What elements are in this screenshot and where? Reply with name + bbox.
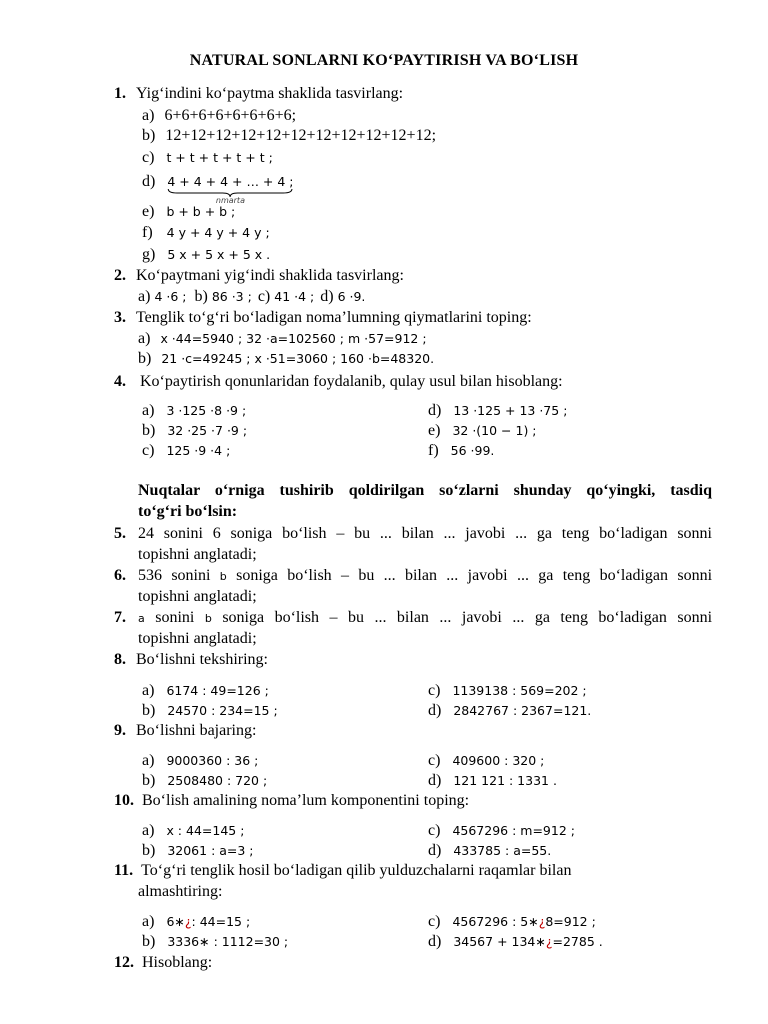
item-label: d)	[428, 842, 442, 859]
item-label: a)	[142, 822, 155, 839]
q1-item-b	[142, 126, 436, 146]
item-expression	[453, 934, 602, 949]
item-label: b)	[138, 350, 152, 367]
item-label: c)	[428, 822, 441, 839]
q6-variable: b	[219, 570, 227, 583]
q10-number: 10.	[114, 792, 134, 809]
q8-item-c	[428, 681, 587, 701]
q7-variable: b	[204, 612, 212, 625]
item-expression	[166, 914, 250, 929]
item-label: a)	[142, 913, 155, 930]
item-label: e)	[142, 203, 155, 220]
item-expression: 5 x + 5 x + 5 x .	[167, 247, 271, 262]
q10-item-a	[142, 821, 244, 841]
item-label: a)	[142, 752, 155, 769]
item-label: a)	[142, 402, 155, 419]
item-expression: 21 ·c=49245 ; x ·51=3060 ; 160 ·b=48320.	[161, 351, 435, 366]
expr-part: 34567 + 134∗	[453, 934, 546, 949]
q3-heading	[114, 308, 532, 328]
expr-part: 6∗	[166, 914, 185, 929]
q1-item-c	[142, 148, 273, 168]
item-expression: 24570 : 234=15 ;	[167, 703, 278, 718]
item-expression: 9000360 : 36 ;	[166, 753, 259, 768]
q9-item-b	[142, 771, 267, 791]
item-label: f)	[142, 224, 153, 241]
item-label: d)	[428, 702, 442, 719]
item-expression: 32 ·(10 − 1) ;	[452, 423, 537, 438]
q4-item-e	[428, 421, 537, 441]
q8-heading	[114, 650, 268, 670]
item-label: g)	[142, 246, 156, 263]
item-label: b)	[142, 842, 156, 859]
item-expression: 433785 : a=55.	[453, 843, 552, 858]
q7-variable: a	[138, 612, 145, 625]
item-label: f)	[428, 442, 439, 459]
item-expression: 4 + 4 + 4 + … + 4 ;	[167, 174, 294, 189]
underbrace-label: nmarta	[215, 196, 245, 205]
q11-item-d	[428, 932, 603, 952]
q9-text: Bo‘lishni bajaring:	[136, 722, 257, 739]
fill-in-instruction-line2: to‘g‘ri bo‘lsin:	[138, 503, 238, 520]
item-expression: 56 ·99.	[450, 443, 495, 458]
item-expression: 4567296 : m=912 ;	[452, 823, 575, 838]
q8-item-a	[142, 681, 269, 701]
underbrace-group	[167, 172, 294, 205]
q5-line2: topishni anglatadi;	[138, 546, 257, 563]
item-label: b)	[194, 288, 208, 305]
red-mark: ¿	[545, 934, 553, 949]
q11-text: To‘g‘ri tenglik hosil bo‘ladigan qilib yulduzchalarni raqamlar bilan	[141, 862, 572, 879]
q1-item-d	[142, 172, 294, 205]
item-label: a)	[138, 330, 151, 347]
item-expression: x ·44=5940 ; 32 ·a=102560 ; m ·57=912 ;	[160, 331, 427, 346]
q2-text: Ko‘paytmani yig‘indi shaklida tasvirlang:	[136, 267, 404, 284]
q1-item-f	[142, 223, 270, 243]
item-expression: 2508480 : 720 ;	[167, 773, 268, 788]
item-expression: 2842767 : 2367=121.	[453, 703, 592, 718]
item-expression: 3336∗ : 1112=30 ;	[167, 934, 289, 949]
q2-number: 2.	[114, 267, 126, 284]
q10-text: Bo‘lish amalining noma’lum komponentini toping:	[142, 792, 470, 809]
q3-number: 3.	[114, 309, 126, 326]
item-label: d)	[142, 173, 156, 190]
item-expression: 4 ·6 ;	[154, 289, 187, 304]
item-expression: 32061 : a=3 ;	[167, 843, 254, 858]
q11-item-a	[142, 912, 250, 932]
item-expression	[452, 914, 595, 929]
q12-number: 12.	[114, 954, 134, 971]
q4-item-b	[142, 421, 247, 441]
q1-item-a	[142, 106, 296, 126]
q10-item-c	[428, 821, 575, 841]
q6-text-part: soniga bo‘lish – bu ... bilan ... javobi ... ga teng bo‘ladigan sonni	[236, 567, 713, 584]
item-label: a)	[138, 288, 151, 305]
q4-heading	[114, 372, 563, 392]
q1-item-g	[142, 245, 270, 265]
red-mark: ¿	[184, 914, 192, 929]
item-label: c)	[257, 288, 271, 305]
item-label: b)	[142, 933, 156, 950]
q4-item-c	[142, 441, 230, 461]
q3-text: Tenglik to‘g‘ri bo‘ladigan noma’lumning qiymatlarini toping:	[136, 309, 532, 326]
q10-heading	[114, 791, 469, 811]
item-label: b)	[142, 127, 156, 144]
q4-item-f	[428, 441, 494, 461]
item-expression: 32 ·25 ·7 ·9 ;	[167, 423, 248, 438]
item-label: c)	[428, 752, 441, 769]
q1-item-e	[142, 202, 235, 222]
q9-item-d	[428, 771, 557, 791]
q11-line2: almashtiring:	[138, 883, 223, 900]
item-expression: 125 ·9 ·4 ;	[166, 443, 231, 458]
item-label: b)	[142, 422, 156, 439]
q2-heading	[114, 266, 404, 286]
item-label: e)	[428, 422, 441, 439]
q7-line1	[138, 608, 712, 629]
q4-number: 4.	[114, 373, 126, 390]
q12-heading	[114, 953, 212, 973]
q11-item-c	[428, 912, 596, 932]
q11-item-b	[142, 932, 288, 952]
q8-text: Bo‘lishni tekshiring:	[136, 651, 268, 668]
item-expression: 121 121 : 1331 .	[453, 773, 557, 788]
q9-item-c	[428, 751, 544, 771]
item-label: d)	[428, 402, 442, 419]
item-expression: 4 y + 4 y + 4 y ;	[166, 225, 270, 240]
item-expression: 86 ·3 ;	[211, 289, 252, 304]
item-expression: 1139138 : 569=202 ;	[452, 683, 587, 698]
expr-part: =2785 .	[552, 934, 603, 949]
q6-line1	[138, 566, 712, 587]
q7-line2: topishni anglatadi;	[138, 630, 257, 647]
q6-line2: topishni anglatadi;	[138, 588, 257, 605]
worksheet-title: NATURAL SONLARNI KO‘PAYTIRISH VA BO‘LISH	[189, 52, 579, 69]
q9-number: 9.	[114, 722, 126, 739]
q2-items	[138, 287, 365, 307]
item-label: b)	[142, 702, 156, 719]
q7-text-part: soniga bo‘lish – bu ... bilan ... javobi ... ga teng bo‘ladigan sonni	[222, 609, 713, 626]
item-expression: 41 ·4 ;	[274, 289, 315, 304]
item-label: c)	[142, 442, 155, 459]
item-label: d)	[428, 933, 442, 950]
item-label: d)	[428, 772, 442, 789]
q7-number: 7.	[114, 609, 126, 626]
item-label: b)	[142, 772, 156, 789]
q3-item-b	[138, 349, 434, 369]
item-label: a)	[142, 682, 155, 699]
item-expression: b + b + b ;	[166, 204, 236, 219]
red-mark: ¿	[538, 914, 546, 929]
q11-heading	[114, 861, 571, 881]
item-expression: 6174 : 49=126 ;	[166, 683, 269, 698]
fill-in-instruction-line1: Nuqtalar o‘rniga tushirib qoldirilgan so‘zlarni shunday qo‘yingki, tasdiq	[138, 482, 712, 499]
q1-text: Yig‘indini ko‘paytma shaklida tasvirlang:	[136, 85, 404, 102]
q9-heading	[114, 721, 256, 741]
q6-text-part: 536 sonini	[138, 567, 211, 584]
q8-number: 8.	[114, 651, 126, 668]
q9-item-a	[142, 751, 258, 771]
q3-item-a	[138, 329, 427, 349]
item-label: c)	[142, 149, 155, 166]
item-expression: 6+6+6+6+6+6+6+6;	[164, 107, 297, 124]
item-expression: 6 ·9.	[337, 289, 366, 304]
item-expression: 12+12+12+12+12+12+12+12+12+12+12;	[165, 127, 437, 144]
item-expression: 3 ·125 ·8 ·9 ;	[166, 403, 247, 418]
q5-line1: 24 sonini 6 soniga bo‘lish – bu ... bilan ... javobi ... ga teng bo‘ladigan sonni	[138, 525, 712, 542]
q1-heading	[114, 84, 403, 104]
item-label: d)	[320, 288, 334, 305]
q7-text-part: sonini	[155, 609, 195, 626]
q4-item-a	[142, 401, 246, 421]
q10-item-b	[142, 841, 254, 861]
q5-number: 5.	[114, 525, 126, 542]
q10-item-d	[428, 841, 551, 861]
item-label: a)	[142, 107, 155, 124]
expr-part: 8=912 ;	[545, 914, 596, 929]
item-label: c)	[428, 913, 441, 930]
item-expression: 409600 : 320 ;	[452, 753, 545, 768]
item-expression: 13 ·125 + 13 ·75 ;	[453, 403, 568, 418]
item-expression: t + t + t + t + t ;	[166, 150, 273, 165]
q1-number: 1.	[114, 85, 126, 102]
q4-text: Ko‘paytirish qonunlaridan foydalanib, qulay usul bilan hisoblang:	[140, 373, 563, 390]
expr-part: : 44=15 ;	[191, 914, 251, 929]
expr-part: 4567296 : 5∗	[452, 914, 539, 929]
item-expression: x : 44=145 ;	[166, 823, 245, 838]
q8-item-d	[428, 701, 591, 721]
q4-item-d	[428, 401, 567, 421]
q11-number: 11.	[114, 862, 134, 879]
q6-number: 6.	[114, 567, 126, 584]
q12-text: Hisoblang:	[142, 954, 213, 971]
item-label: c)	[428, 682, 441, 699]
q8-item-b	[142, 701, 278, 721]
